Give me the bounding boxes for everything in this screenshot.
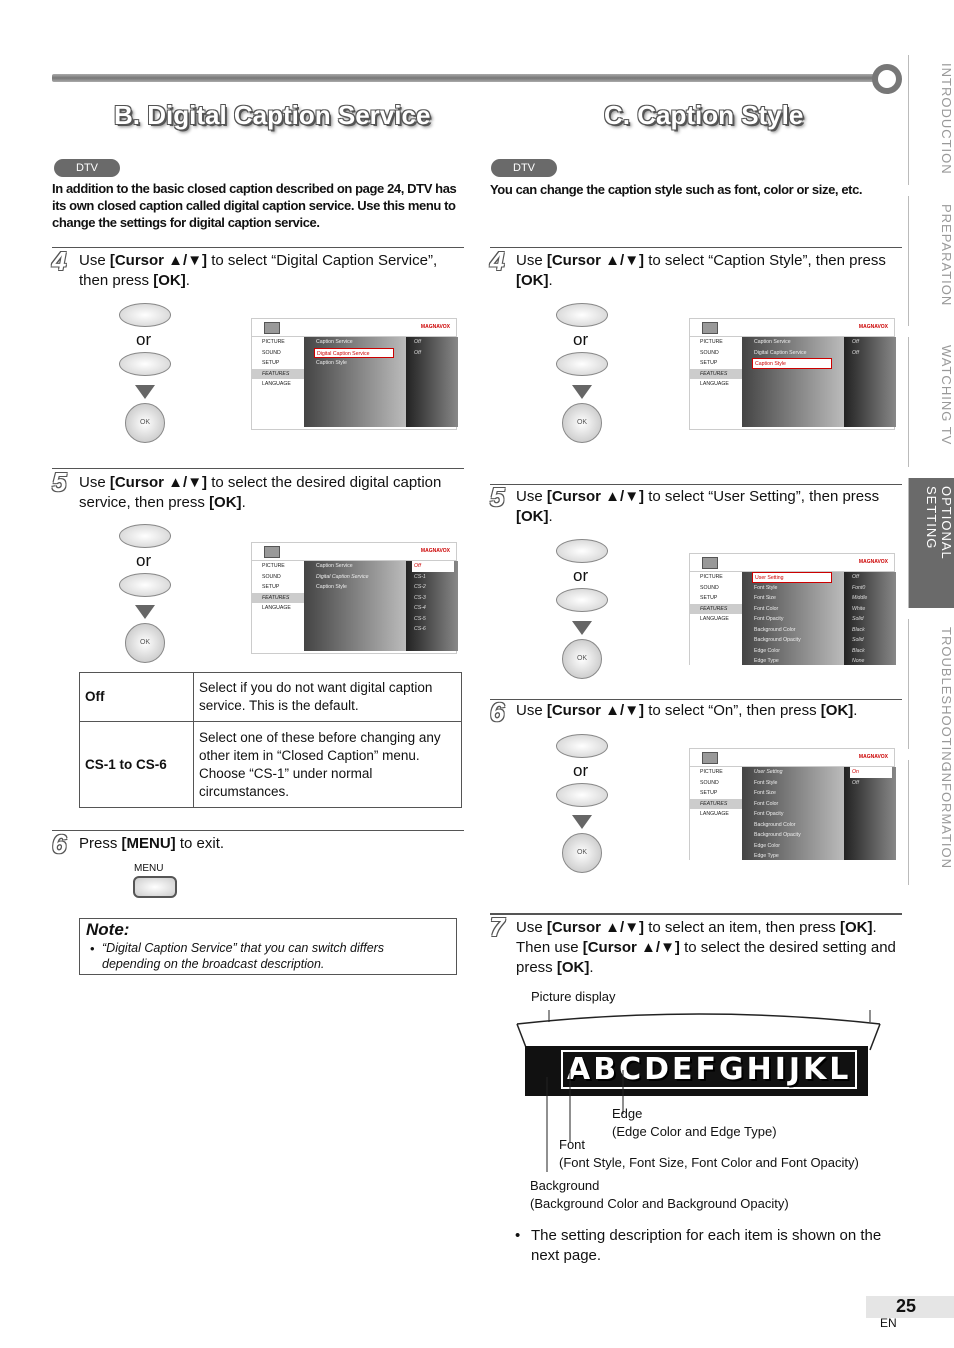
caption-sample-text: ABCDEFGHIJKL bbox=[561, 1050, 857, 1089]
divider bbox=[52, 247, 464, 248]
arrow-down-icon bbox=[135, 385, 155, 399]
brand-logo: MAGNAVOX bbox=[858, 324, 888, 330]
cursor-up-button[interactable] bbox=[556, 539, 608, 563]
left-intro: In addition to the basic closed caption described on page 24, DTV has its own closed caption called digital caption service. Use this menu to change the settings for digital caption service. bbox=[52, 181, 457, 230]
ok-button[interactable]: OK bbox=[562, 403, 602, 443]
header-circle bbox=[872, 64, 902, 94]
tv-screen-5: MAGNAVOX PICTURE SOUND SETUP FEATURES LANGUAGE User Setting Font Style Font Size Font Color Font Opacity Background Color Background Opacity Edge Color Edge Type On Off bbox=[689, 748, 895, 860]
brand-logo: MAGNAVOX bbox=[858, 559, 888, 565]
divider bbox=[490, 699, 902, 700]
step-number: 4 bbox=[52, 246, 67, 276]
step-number: 5 bbox=[490, 482, 505, 512]
tv-screen-2: MAGNAVOX PICTURE SOUND SETUP FEATURES LANGUAGE Caption Service Digital Caption Service Caption Style Off CS-1 CS-2 CS-3 CS-4 CS-5 CS-6 bbox=[251, 542, 457, 654]
section-title-c: C. Caption Style bbox=[604, 100, 804, 130]
or-label: or bbox=[136, 551, 152, 570]
tv-screen-3: MAGNAVOX PICTURE SOUND SETUP FEATURES LANGUAGE Caption Service Digital Caption Service Caption Style Off Off bbox=[689, 318, 895, 430]
arrow-down-icon bbox=[572, 385, 592, 399]
dtv-badge: DTV bbox=[54, 159, 120, 177]
step-6-text: Press [MENU] to exit. bbox=[79, 835, 225, 852]
step-number: 5 bbox=[52, 467, 67, 497]
dtv-badge: DTV bbox=[491, 159, 557, 177]
bullet: • bbox=[90, 941, 95, 956]
step-number: 6 bbox=[52, 829, 67, 859]
step-4-text: Use [Cursor ▲/▼] to select “Caption Style”, then press [OK]. bbox=[516, 252, 886, 289]
ok-button[interactable]: OK bbox=[562, 833, 602, 873]
menu-button[interactable] bbox=[133, 876, 177, 898]
step-number: 7 bbox=[490, 912, 505, 942]
picture-display-label: Picture display bbox=[531, 989, 616, 1004]
picture-icon bbox=[264, 322, 280, 334]
or-label: or bbox=[573, 566, 589, 585]
sidebar-tab-preparation[interactable]: PREPARATION bbox=[908, 196, 954, 326]
ok-button[interactable]: OK bbox=[125, 623, 165, 663]
menu-button-label: MENU bbox=[134, 863, 164, 874]
sidebar-tab-troubleshooting[interactable]: TROUBLESHOOTING bbox=[908, 619, 954, 749]
header-rule bbox=[52, 74, 882, 82]
sidebar-tab-information[interactable]: INFORMATION bbox=[908, 760, 954, 885]
note-box bbox=[79, 918, 457, 975]
picture-icon bbox=[702, 557, 718, 569]
step-7-text: Use [Cursor ▲/▼] to select an item, then press [OK]. Then use [Cursor ▲/▼] to select the desired setting and press [OK]. bbox=[516, 919, 896, 976]
edge-label: Edge (Edge Color and Edge Type) bbox=[612, 1106, 777, 1139]
or-label: or bbox=[573, 761, 589, 780]
divider bbox=[490, 247, 902, 248]
note-text: “Digital Caption Service” that you can switch differs depending on the broadcast description. bbox=[102, 941, 385, 971]
arrow-down-icon bbox=[572, 815, 592, 829]
table-row: CS-1 to CS-6 Select one of these before changing any other item in “Closed Caption” menu. Choose “CS-1” under normal circumstances. bbox=[80, 722, 462, 808]
cursor-up-button[interactable] bbox=[556, 303, 608, 327]
divider bbox=[490, 913, 902, 915]
tv-screen-4: MAGNAVOX PICTURE SOUND SETUP FEATURES LANGUAGE User Setting Font Style Font Size Font Color Font Opacity Background Color Background Opacity Edge Color Edge Type Off Font0 Middle White Solid Black Solid Black None bbox=[689, 553, 895, 665]
sidebar-tab-optional-setting[interactable]: OPTIONAL SETTING bbox=[908, 478, 954, 608]
step-5-text: Use [Cursor ▲/▼] to select the desired digital caption service, then press [OK]. bbox=[79, 474, 442, 511]
cursor-down-button[interactable] bbox=[556, 352, 608, 376]
step-number: 4 bbox=[490, 246, 505, 276]
cursor-down-button[interactable] bbox=[119, 352, 171, 376]
cursor-up-button[interactable] bbox=[119, 524, 171, 548]
note-title: Note: bbox=[86, 920, 130, 939]
step-5-text: Use [Cursor ▲/▼] to select “User Setting”, then press [OK]. bbox=[516, 488, 880, 525]
cursor-up-button[interactable] bbox=[556, 734, 608, 758]
divider bbox=[52, 468, 464, 469]
brand-logo: MAGNAVOX bbox=[858, 754, 888, 760]
right-intro: You can change the caption style such as font, color or size, etc. bbox=[490, 182, 863, 197]
step-number: 6 bbox=[490, 697, 505, 727]
cursor-down-button[interactable] bbox=[556, 588, 608, 612]
page-number: 25 bbox=[896, 1296, 917, 1316]
table-row: Off Select if you do not want digital caption service. This is the default. bbox=[80, 673, 462, 722]
ok-button[interactable]: OK bbox=[125, 403, 165, 443]
divider bbox=[490, 484, 902, 485]
background-label: Background (Background Color and Background Opacity) bbox=[530, 1178, 789, 1211]
arrow-down-icon bbox=[572, 621, 592, 635]
picture-icon bbox=[702, 752, 718, 764]
sidebar-tab-watching-tv[interactable]: WATCHING TV bbox=[908, 337, 954, 467]
footnote-text: The setting description for each item is shown on the next page. bbox=[531, 1227, 882, 1264]
section-title-b: B. Digital Caption Service bbox=[114, 100, 431, 130]
brand-logo: MAGNAVOX bbox=[420, 324, 450, 330]
cursor-up-button[interactable] bbox=[119, 303, 171, 327]
tv-screen-1: MAGNAVOX PICTURE SOUND SETUP FEATURES LANGUAGE Caption Service Digital Caption Service Caption Style Off Off bbox=[251, 318, 457, 430]
picture-icon bbox=[264, 546, 280, 558]
step-6-text: Use [Cursor ▲/▼] to select “On”, then press [OK]. bbox=[516, 702, 858, 719]
sidebar-tab-introduction[interactable]: INTRODUCTION bbox=[908, 55, 954, 185]
brand-logo: MAGNAVOX bbox=[420, 548, 450, 554]
or-label: or bbox=[573, 330, 589, 349]
arrow-down-icon bbox=[135, 605, 155, 619]
divider bbox=[52, 830, 464, 831]
step-4-text: Use [Cursor ▲/▼] to select “Digital Caption Service”, then press [OK]. bbox=[79, 252, 438, 289]
or-label: or bbox=[136, 330, 152, 349]
font-label: Font (Font Style, Font Size, Font Color and Font Opacity) bbox=[559, 1137, 859, 1170]
cursor-down-button[interactable] bbox=[119, 573, 171, 597]
bullet: • bbox=[515, 1227, 521, 1244]
ok-button[interactable]: OK bbox=[562, 639, 602, 679]
picture-icon bbox=[702, 322, 718, 334]
cursor-down-button[interactable] bbox=[556, 783, 608, 807]
options-table bbox=[79, 672, 462, 808]
language-code: EN bbox=[880, 1316, 897, 1330]
